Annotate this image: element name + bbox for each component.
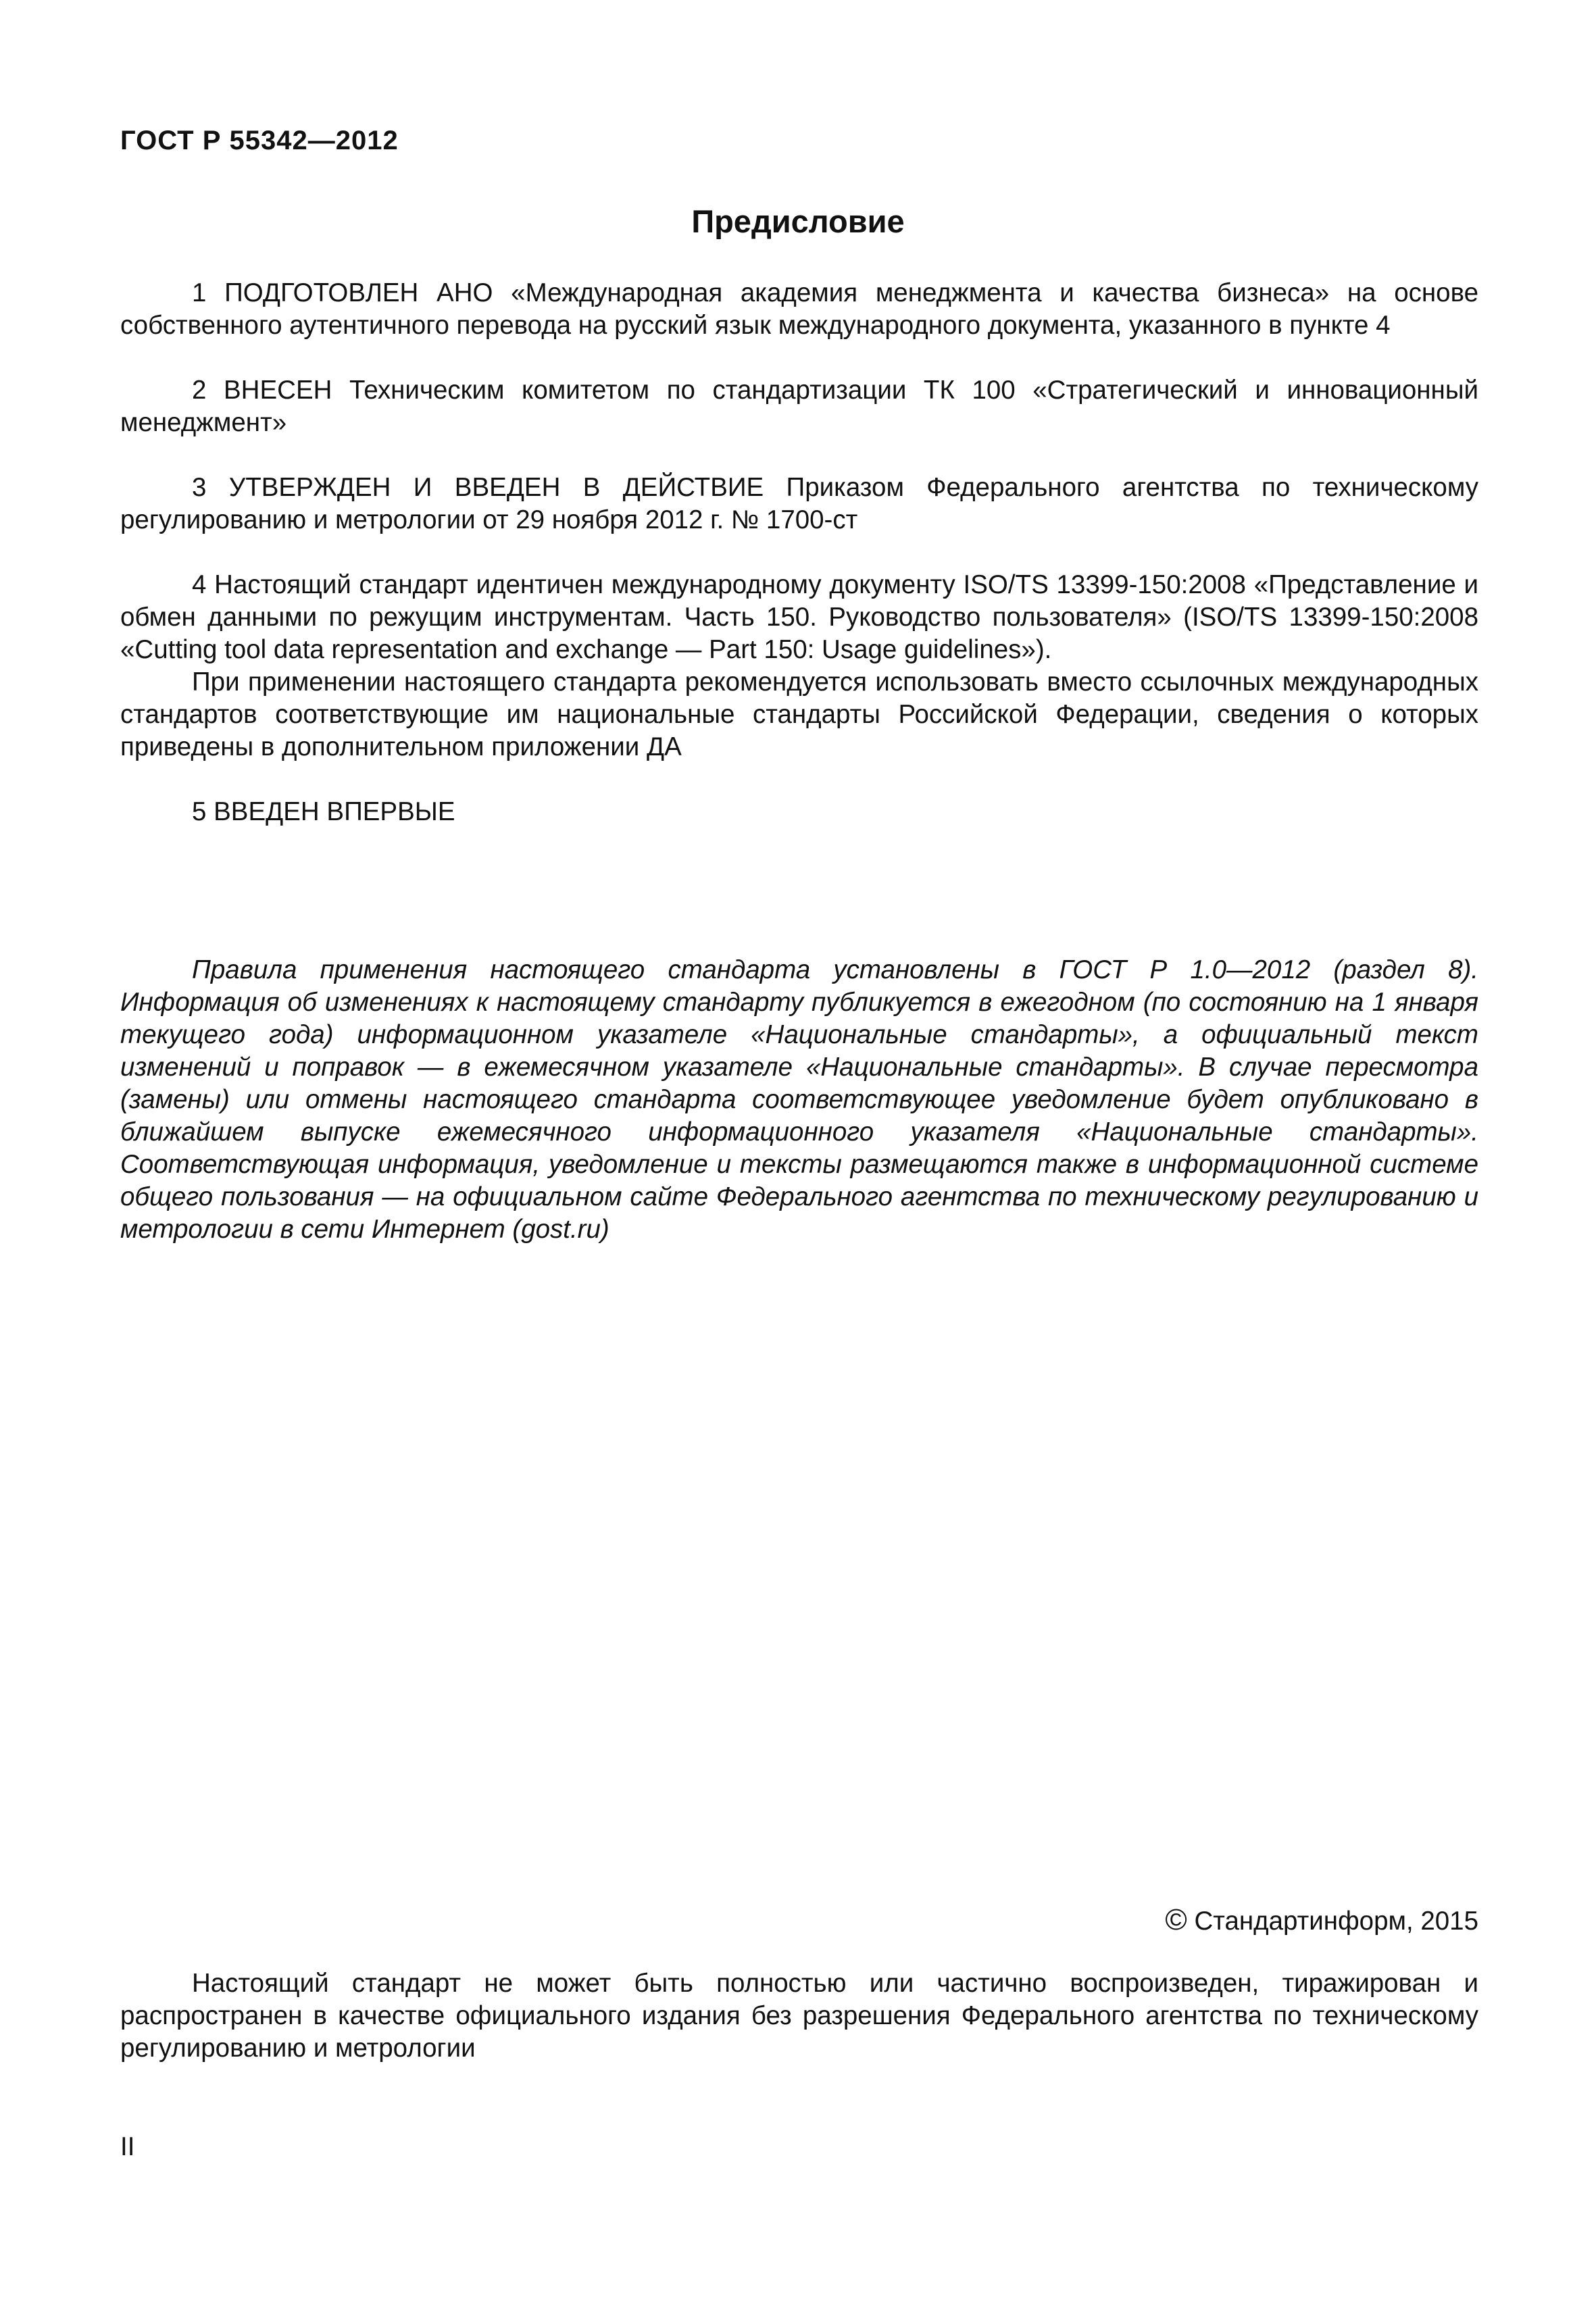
application-rules-notice: Правила применения настоящего стандарта установлены в ГОСТ Р 1.0—2012 (раздел 8). Информация об изменениях к настоящему стандарту публикуется в ежегодном (по состоянию на 1 января текущего года) информационном указателе «Национальные стандарты», а официальный текст изменений и поправок — в ежемесячном указателе «Национальные стандарты». В случае пересмотра (замены) или отмены настоящего стандарта соответствующее уведомление будет опубликовано в ближайшем выпуске ежемесячного информационного указателя «Национальные стандарты». Соответствующая информация, уведомление и тексты размещаются также в информационной системе общего пользования — на официальном сайте Федерального агентства по техническому регулированию и метрологии в сети Интернет (gost.ru) (120, 955, 1478, 1244)
preface-item-1: 1 ПОДГОТОВЛЕН АНО «Международная академия менеджмента и качества бизнеса» на основе собственного аутентичного перевода на русский язык международного документа, указанного в пункте 4 (120, 278, 1478, 340)
preface-item-4-note: При применении настоящего стандарта рекомендуется использовать вместо ссылочных международных стандартов соответствующие им национальные стандарты Российской Федерации, сведения о которых приведены в дополнительном приложении ДА (120, 668, 1478, 761)
page-number: II (120, 2132, 135, 2161)
preface-item-2: 2 ВНЕСЕН Техническим комитетом по стандартизации ТК 100 «Стратегический и инновационный менеджмент» (120, 376, 1478, 437)
page-title: Предисловие (691, 203, 905, 239)
copyright-symbol: © (1165, 1903, 1187, 1936)
standard-code-header: ГОСТ Р 55342—2012 (120, 126, 399, 155)
copyright-line (1165, 1904, 1478, 1938)
preface-item-4: 4 Настоящий стандарт идентичен международному документу ISO/TS 13399-150:2008 «Представление и обмен данными по режущим инструментам. Часть 150. Руководство пользователя» (ISO/TS 13399-150:2008 «Cutting tool data representation and exchange — Part 150: Usage guidelines»). (120, 570, 1478, 664)
preface-content (120, 277, 1478, 861)
copyright-text: Стандартинформ, 2015 (1194, 1907, 1478, 1936)
preface-item-3: 3 УТВЕРЖДЕН И ВВЕДЕН В ДЕЙСТВИЕ Приказом Федерального агентства по техническому регулированию и метрологии от 29 ноября 2012 г. № 1700-ст (120, 473, 1478, 534)
reproduction-notice: Настоящий стандарт не может быть полностью или частично воспроизведен, тиражирован и распространен в качестве официального издания без разрешения Федерального агентства по техническому регулированию и метрологии (120, 1969, 1478, 2063)
preface-item-5: 5 ВВЕДЕН ВПЕРВЫЕ (192, 797, 455, 826)
